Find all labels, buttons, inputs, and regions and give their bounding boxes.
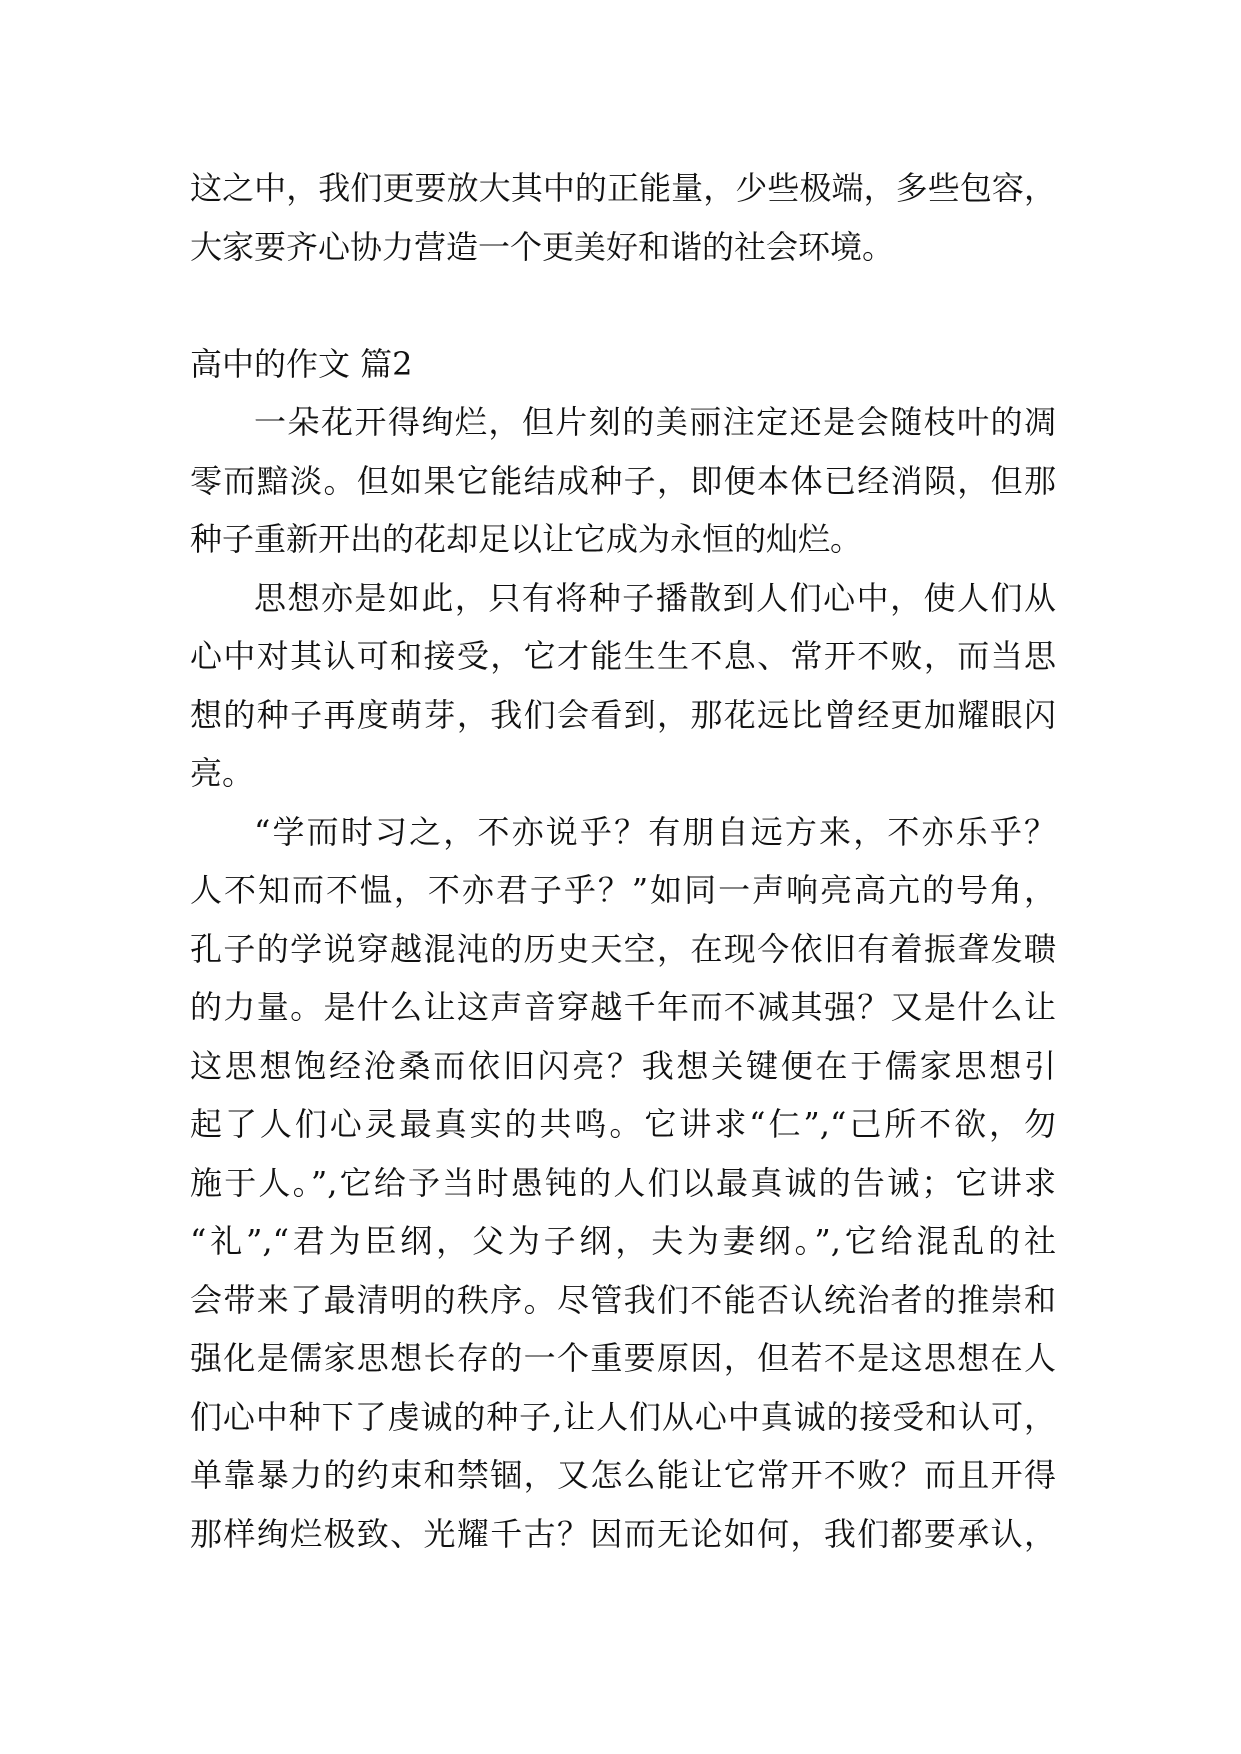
text-line: 起了人们心灵最真实的共鸣。它讲求“仁”,“己所不欲，勿 xyxy=(190,1105,1056,1143)
text-line: “学而时习之，不亦说乎？有朋自远方来，不亦乐乎？ xyxy=(254,812,1056,851)
text-line: 会带来了最清明的秩序。尽管我们不能否认统治者的推崇和 xyxy=(190,1280,1056,1319)
section-heading: 高中的作文 篇2 xyxy=(190,344,413,383)
text-line: “礼”,“君为臣纲，父为子纲，夫为妻纲。”,它给混乱的社 xyxy=(190,1222,1056,1260)
text-line: 们心中种下了虔诚的种子,让人们从心中真诚的接受和认可， xyxy=(190,1397,1056,1436)
text-line: 亮。 xyxy=(190,754,255,792)
text-line: 人不知而不愠，不亦君子乎？”如同一声响亮高亢的号角， xyxy=(190,871,1056,909)
text-line: 孔子的学说穿越混沌的历史天空，在现今依旧有着振聋发聩 xyxy=(190,929,1056,968)
text-line: 心中对其认可和接受，它才能生生不息、常开不败，而当思 xyxy=(190,637,1056,675)
text-line: 思想亦是如此，只有将种子播散到人们心中，使人们从 xyxy=(254,578,1056,617)
paragraph xyxy=(190,393,1056,569)
text-line: 这思想饱经沧桑而依旧闪亮？我想关键便在于儒家思想引 xyxy=(190,1046,1056,1085)
text-line: 施于人。”,它给予当时愚钝的人们以最真诚的告诫；它讲求 xyxy=(190,1163,1056,1202)
text-line: 这之中，我们更要放大其中的正能量，少些极端，多些包容， xyxy=(190,169,1056,207)
text-line: 的力量。是什么让这声音穿越千年而不减其强？又是什么让 xyxy=(190,988,1056,1026)
text-line: 想的种子再度萌芽，我们会看到，那花远比曾经更加耀眼闪 xyxy=(190,695,1056,734)
text-line: 那样绚烂极致、光耀千古？因而无论如何，我们都要承认， xyxy=(190,1514,1056,1553)
text-line: 零而黯淡。但如果它能结成种子，即便本体已经消陨，但那 xyxy=(190,461,1056,500)
paragraph-spacer xyxy=(190,276,1056,335)
text-column xyxy=(190,159,1056,1563)
text-line: 强化是儒家思想长存的一个重要原因，但若不是这思想在人 xyxy=(190,1339,1056,1377)
continued-paragraph xyxy=(190,159,1056,276)
text-line: 单靠暴力的约束和禁锢，又怎么能让它常开不败？而且开得 xyxy=(190,1456,1056,1494)
paragraph xyxy=(190,803,1056,1564)
text-line: 一朵花开得绚烂，但片刻的美丽注定还是会随枝叶的凋 xyxy=(254,403,1056,441)
text-line: 种子重新开出的花却足以让它成为永恒的灿烂。 xyxy=(190,520,863,558)
paragraph xyxy=(190,569,1056,803)
text-line: 大家要齐心协力营造一个更美好和谐的社会环境。 xyxy=(190,227,895,266)
